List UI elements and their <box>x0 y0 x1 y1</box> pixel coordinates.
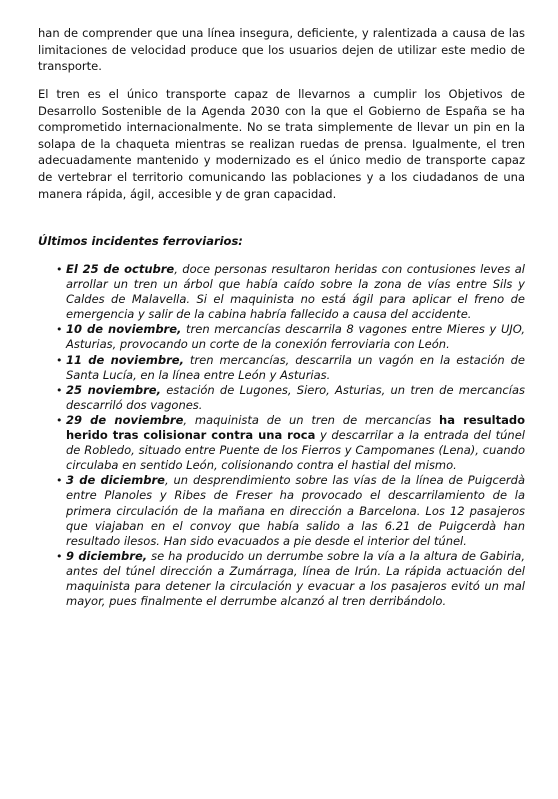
bullet-icon: • <box>56 474 63 488</box>
incident-text: , un desprendimiento sobre las vías de la línea de Puigcerdà entre Planoles y Ribes de Freser ha provocado el descarrilamiento de la primera circulación de la mañana en dirección a Barcelona. Los 12 pasajeros que viajaban en el convoy que había salido a las 6.21 de Puigcerdà han resultado ilesos. Han sido evacuados a pie desde el interior del túnel. <box>66 473 525 548</box>
incident-date: 9 diciembre, <box>66 548 148 563</box>
incident-date: 10 de noviembre, <box>66 322 182 337</box>
incident-highlight: ha resultado herido tras colisionar contra una roca <box>66 412 525 443</box>
incident-date: 3 de diciembre <box>66 473 165 488</box>
incident-text: tren mercancías, descarrila un vagón en la estación de Santa Lucía, en la línea entre León y Asturias. <box>66 352 525 382</box>
incident-text-continued: y descarrilar a la entrada del túnel de Robledo, situado entre Puente de los Fierros y Campomanes (Lena), cuando circulaba en sentido León, colisionando contra el hastial del mismo. <box>66 428 525 473</box>
list-item <box>38 473 525 548</box>
paragraph-transport-users: han de comprender que una línea insegura, deficiente, y ralentizada a causa de las limitaciones de velocidad produce que los usuarios dejen de utilizar este medio de transporte. <box>38 26 525 74</box>
bullet-icon: • <box>56 383 63 397</box>
incident-text: , doce personas resultaron heridas con contusiones leves al arrollar un tren un árbol que había caído sobre la zona de vías entre Sils y Caldes de Malavella. Si el maquinista no está ágil para aplicar el freno de emergencia y salir de la cabina habría fallecido a causa del accidente. <box>66 262 525 322</box>
incident-text: , maquinista de un tren de mercancías <box>183 412 440 427</box>
incidents-list <box>38 262 525 609</box>
incident-text: se ha producido un derrumbe sobre la vía a la altura de Gabiria, antes del túnel dirección a Zumárraga, línea de Irún. La rápida actuación del maquinista para detener la circulación y evacuar a los pasajeros evitó un mal mayor, pues finalmente el derrumbe alcanzó al tren derribándolo. <box>66 548 526 609</box>
list-item <box>38 353 525 383</box>
list-item <box>38 383 525 413</box>
paragraph-agenda-2030: El tren es el único transporte capaz de llevarnos a cumplir los Objetivos de Desarrollo Sostenible de la Agenda 2030 con la que el Gobierno de España se ha comprometido internacionalmente. No se trata simplemente de llevar un pin en la solapa de la chaqueta mientras se realizan ruedas de prensa. Igualmente, el tren adecuadamente mantenido y modernizado es el único medio de transporte capaz de vertebrar el territorio comunicando las poblaciones y a los ciudadanos de una manera rápida, ágil, accesible y de gran capacidad. <box>38 87 525 201</box>
list-item <box>38 322 525 352</box>
bullet-icon: • <box>56 263 63 276</box>
incident-date: 29 de noviembre <box>66 412 184 427</box>
incident-text: tren mercancías descarrila 8 vagones entre Mieres y UJO, Asturias, provocando un corte de la conexión ferroviaria con León. <box>66 322 525 352</box>
incident-date: El 25 de octubre <box>66 262 175 276</box>
list-item <box>38 549 525 609</box>
bullet-icon: • <box>56 323 63 337</box>
incident-date: 25 noviembre, <box>66 382 161 397</box>
incident-text: estación de Lugones, Siero, Asturias, un tren de mercancías descarriló dos vagones. <box>66 382 525 412</box>
bullet-icon: • <box>56 353 63 367</box>
section-heading-incidents: Últimos incidentes ferroviarios: <box>38 234 243 248</box>
list-item <box>38 262 525 322</box>
bullet-icon: • <box>56 549 63 563</box>
incident-date: 11 de noviembre, <box>66 352 184 367</box>
list-item <box>38 413 525 473</box>
bullet-icon: • <box>56 413 63 427</box>
